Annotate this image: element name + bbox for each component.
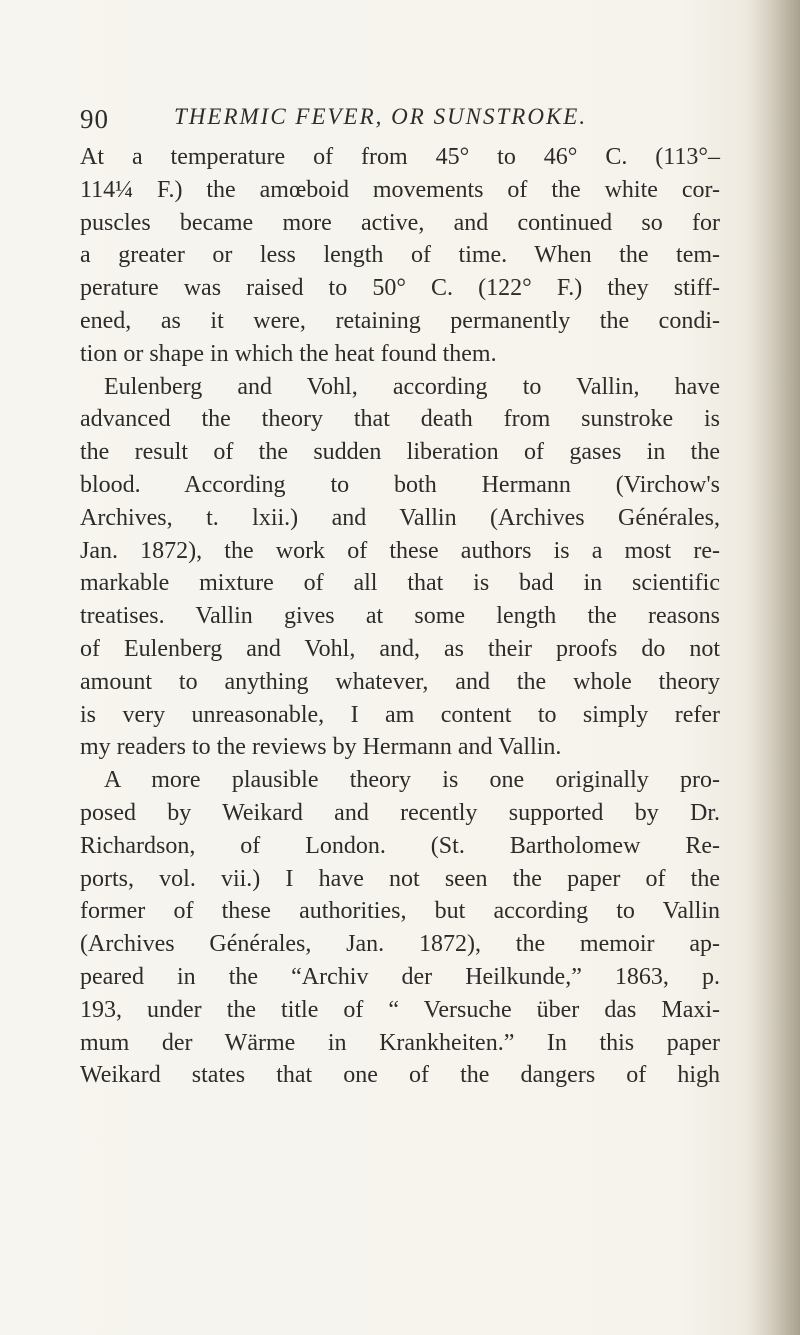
text-line: Archives, t. lxii.) and Vallin (Archives Générales, [80, 504, 720, 531]
text-line: Weikard states that one of the dangers of high [80, 1062, 720, 1089]
text-line: Jan. 1872), the work of these authors is a most re- [80, 537, 720, 564]
text-line: blood. According to both Hermann (Virchow's [80, 471, 720, 498]
text-line: Richardson, of London. (St. Bartholomew Re- [80, 832, 720, 859]
text-line: the result of the sudden liberation of gases in the [80, 439, 720, 466]
text-line: advanced the theory that death from sunstroke is [80, 406, 720, 433]
page-number: 90 [80, 104, 109, 134]
text-line: of Eulenberg and Vohl, and, as their proofs do not [80, 635, 720, 662]
text-line: is very unreasonable, I am content to simply refer [80, 701, 720, 728]
running-head: THERMIC FEVER, OR SUNSTROKE. [174, 104, 588, 129]
text-line: my readers to the reviews by Hermann and Vallin. [80, 734, 562, 761]
page-edge-shadow [750, 0, 800, 1335]
text-line: markable mixture of all that is bad in scientific [80, 570, 720, 597]
text-line: perature was raised to 50° C. (122° F.) they stiff- [80, 275, 720, 302]
text-line: treatises. Vallin gives at some length the reasons [80, 603, 720, 630]
text-line: 193, under the title of “ Versuche über das Maxi- [80, 996, 720, 1023]
text-line: A more plausible theory is one originally pro- [104, 767, 720, 794]
page-header [80, 104, 720, 140]
text-line: Eulenberg and Vohl, according to Vallin, have [104, 373, 720, 400]
text-line: puscles became more active, and continued so for [80, 209, 720, 236]
body-text [80, 141, 720, 1092]
text-line: peared in the “Archiv der Heilkunde,” 1863, p. [80, 963, 720, 990]
text-line: amount to anything whatever, and the whole theory [80, 668, 720, 695]
text-line: mum der Wärme in Krankheiten.” In this paper [80, 1029, 720, 1056]
text-line: ports, vol. vii.) I have not seen the paper of the [80, 865, 720, 892]
text-line: a greater or less length of time. When the tem- [80, 242, 720, 269]
text-line: 114¼ F.) the amœboid movements of the white cor- [80, 176, 720, 203]
text-line: (Archives Générales, Jan. 1872), the memoir ap- [80, 931, 720, 958]
text-line: tion or shape in which the heat found them. [80, 340, 497, 367]
text-line: posed by Weikard and recently supported by Dr. [80, 799, 720, 826]
text-line: former of these authorities, but according to Vallin [80, 898, 720, 925]
text-line: ened, as it were, retaining permanently the condi- [80, 307, 720, 334]
text-line: At a temperature of from 45° to 46° C. (113°– [80, 144, 720, 170]
